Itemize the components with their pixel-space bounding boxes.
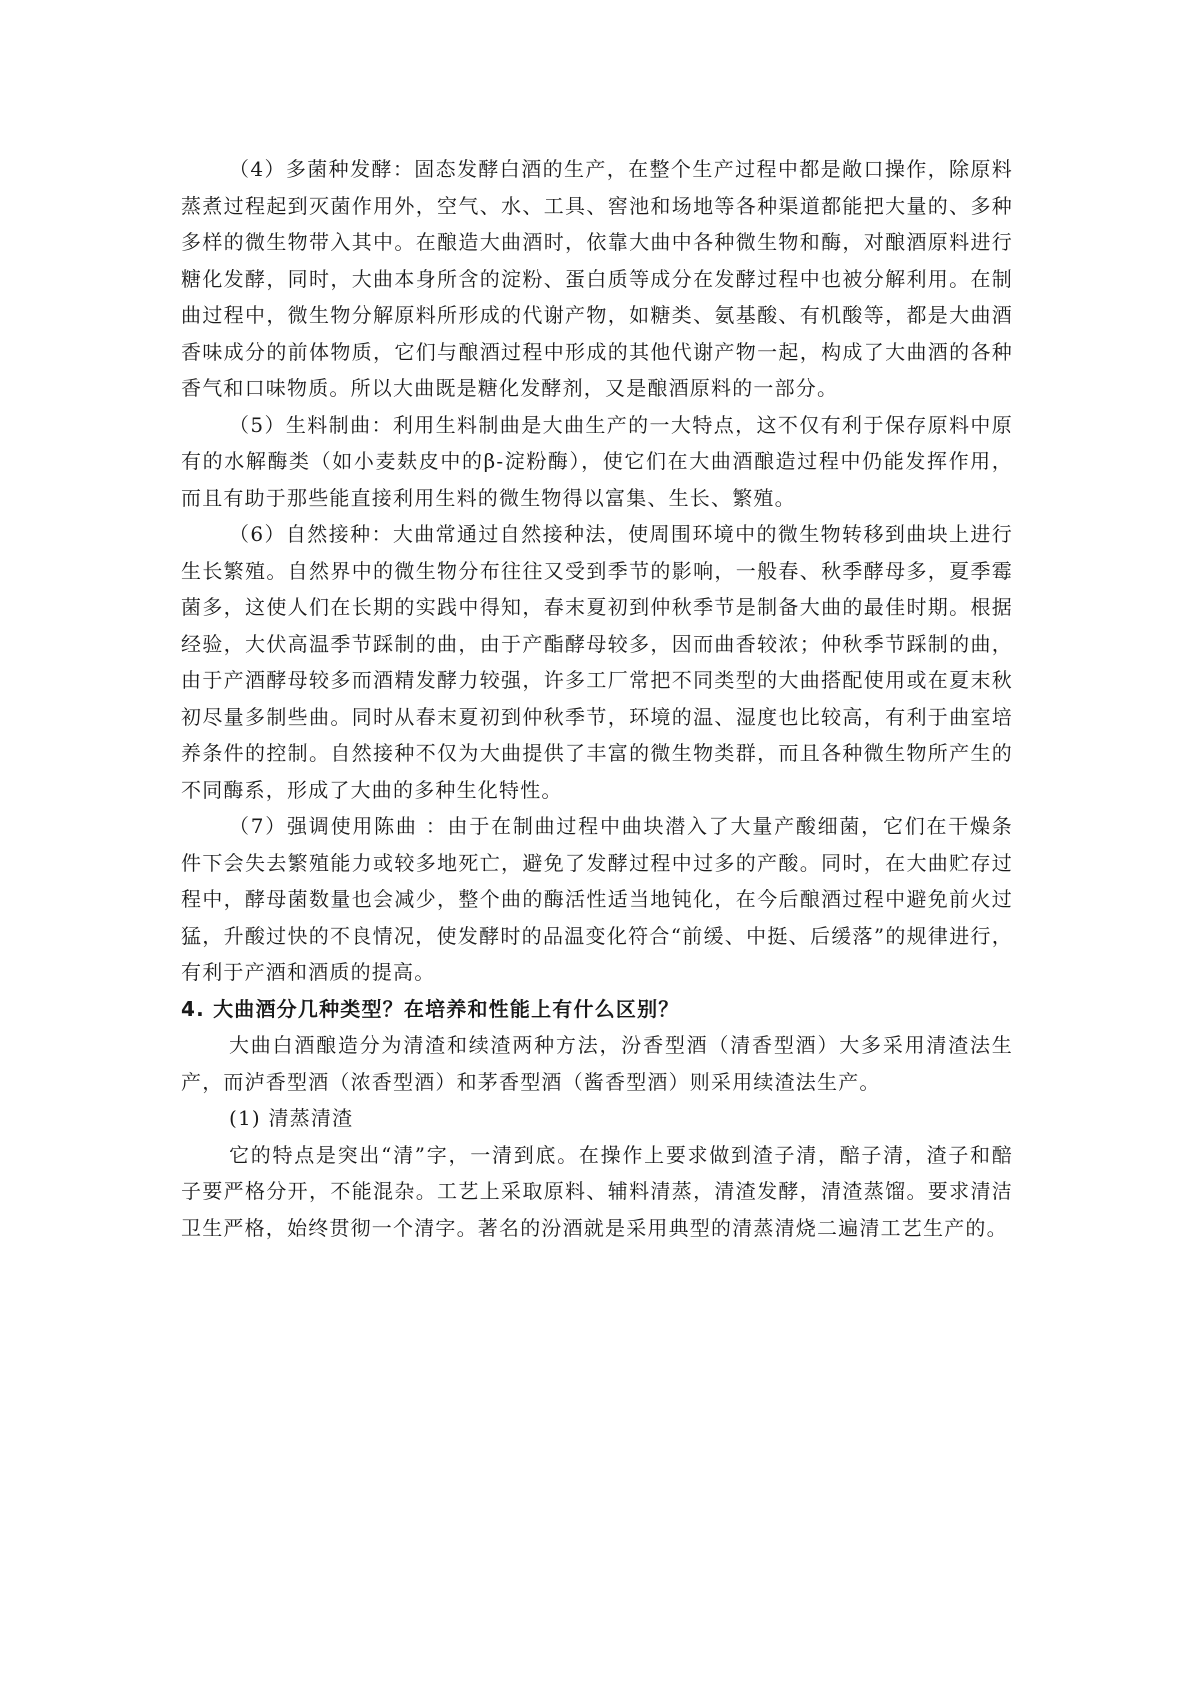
paragraph-brewing-methods: 大曲白酒酿造分为清渣和续渣两种方法，汾香型酒（清香型酒）大多采用清渣法生产，而泸香型酒（浓香型酒）和茅香型酒（酱香型酒）则采用续渣法生产。 <box>181 1033 1013 1094</box>
section-heading: 4. 大曲酒分几种类型？在培养和性能上有什么区别？ <box>181 996 680 1021</box>
paragraph-qing-characteristics: 它的特点是突出“清”字，一清到底。在操作上要求做到渣子清，醅子清，渣子和醅子要严格分开，不能混杂。工艺上采取原料、辅料清蒸，清渣发酵，清渣蒸馏。要求清洁卫生严格，始终贯彻一个清字。著名的汾酒就是采用典型的清蒸清烧二遍清工艺生产的。 <box>181 1142 1013 1240</box>
paragraph-natural-inoculation: （6）自然接种：大曲常通过自然接种法，使周围环境中的微生物转移到曲块上进行生长繁殖。自然界中的微生物分布往往又受到季节的影响，一般春、秋季酵母多，夏季霉菌多，这使人们在长期的实践中得知，春末夏初到仲秋季节是制备大曲的最佳时期。根据经验，大伏高温季节踩制的曲，由于产酯酵母较多，因而曲香较浓；仲秋季节踩制的曲，由于产酒酵母较多而酒精发酵力较强，许多工厂常把不同类型的大曲搭配使用或在夏末秋初尽量多制些曲。同时从春末夏初到仲秋季节，环境的温、湿度也比较高，有利于曲室培养条件的控制。自然接种不仅为大曲提供了丰富的微生物类群，而且各种微生物所产生的不同酶系，形成了大曲的多种生化特性。 <box>181 522 1013 802</box>
subheading-qingzheng-qingzha: (1) 清蒸清渣 <box>229 1106 354 1130</box>
paragraph-raw-material-starter: （5）生料制曲：利用生料制曲是大曲生产的一大特点，这不仅有利于保存原料中原有的水解酶类（如小麦麸皮中的β-淀粉酶），使它们在大曲酒酿造过程中仍能发挥作用，而且有助于那些能直接利用生料的微生物得以富集、生长、繁殖。 <box>181 412 1013 510</box>
paragraph-aged-starter: （7）强调使用陈曲 ：由于在制曲过程中曲块潜入了大量产酸细菌，它们在干燥条件下会失去繁殖能力或较多地死亡，避免了发酵过程中过多的产酸。同时，在大曲贮存过程中，酵母菌数量也会减少，整个曲的酶活性适当地钝化，在今后酿酒过程中避免前火过猛，升酸过快的不良情况，使发酵时的品温变化符合“前缓、中挺、后缓落”的规律进行，有利于产酒和酒质的提高。 <box>181 814 1013 984</box>
document-body <box>181 151 1013 1246</box>
paragraph-multi-strain-fermentation: （4）多菌种发酵：固态发酵白酒的生产，在整个生产过程中都是敞口操作，除原料蒸煮过程起到灭菌作用外，空气、水、工具、窖池和场地等各种渠道都能把大量的、多种多样的微生物带入其中。在酿造大曲酒时，依靠大曲中各种微生物和酶，对酿酒原料进行糖化发酵，同时，大曲本身所含的淀粉、蛋白质等成分在发酵过程中也被分解利用。在制曲过程中，微生物分解原料所形成的代谢产物，如糖类、氨基酸、有机酸等，都是大曲酒香味成分的前体物质，它们与酿酒过程中形成的其他代谢产物一起，构成了大曲酒的各种香气和口味物质。所以大曲既是糖化发酵剂，又是酿酒原料的一部分。 <box>181 157 1013 400</box>
